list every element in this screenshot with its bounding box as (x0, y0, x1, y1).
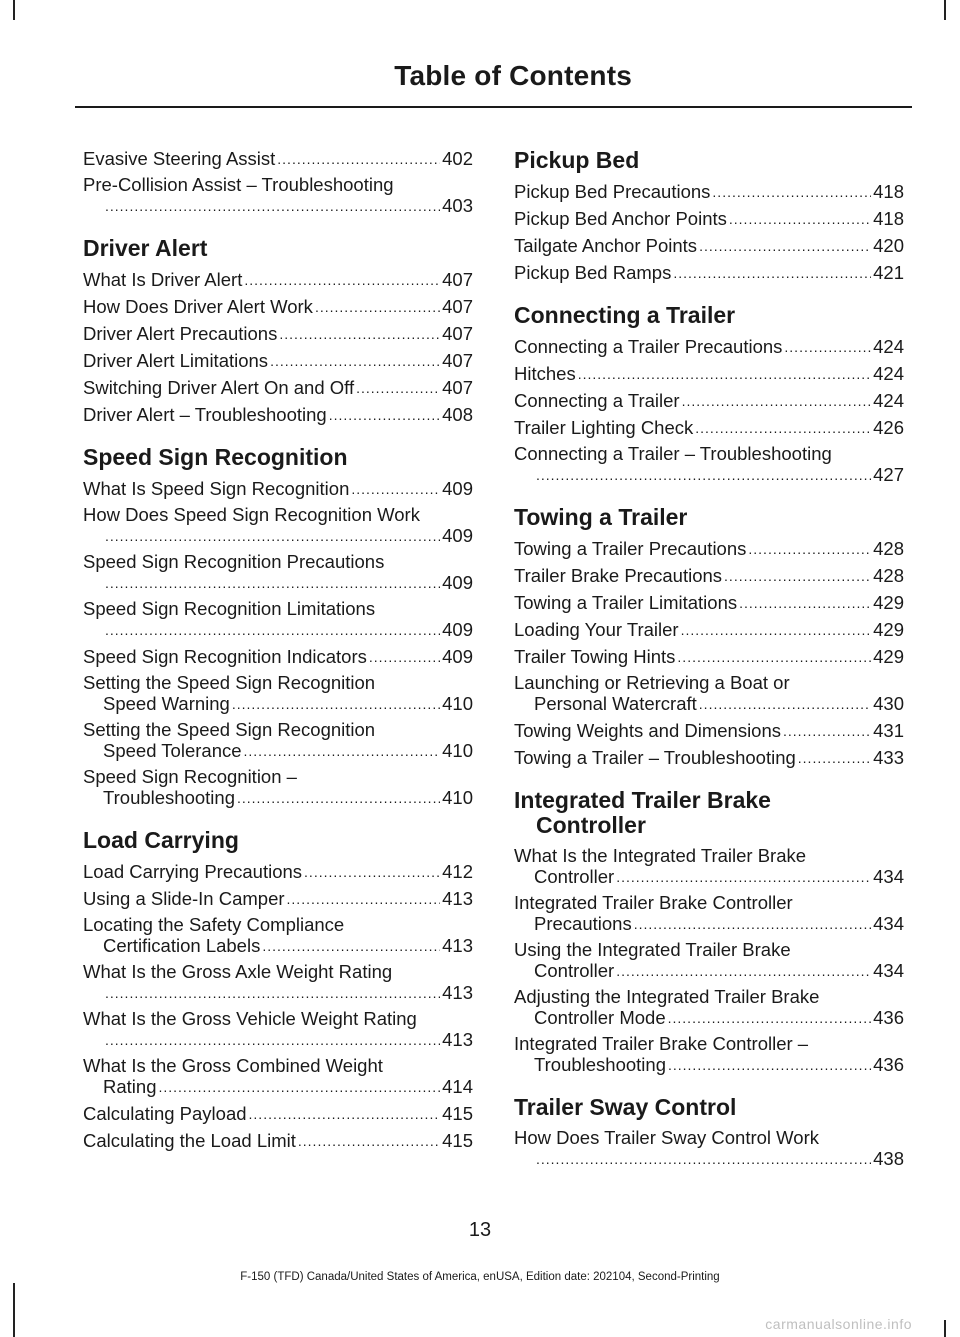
toc-page-number: 407 (442, 377, 473, 398)
toc-entry-title: Towing a Trailer Precautions (514, 538, 747, 559)
crop-mark-top-left (13, 0, 15, 20)
toc-entry-title-continued: Speed Warning (103, 693, 230, 714)
section-title: Speed Sign Recognition (83, 444, 348, 470)
dot-leader (699, 235, 871, 256)
toc-entry-title-continued: Controller (534, 866, 615, 887)
section-heading (514, 303, 904, 328)
dot-leader (695, 417, 871, 438)
toc-entry-title: Driver Alert – Troubleshooting (83, 404, 327, 425)
section-heading (83, 445, 473, 470)
toc-entry-title: What Is the Gross Vehicle Weight Rating (83, 1008, 417, 1029)
dot-leader (712, 181, 871, 202)
toc-entry-title: Pickup Bed Precautions (514, 181, 711, 202)
toc-entry-title: Driver Alert Limitations (83, 350, 269, 371)
toc-entry-title-continued: Troubleshooting (534, 1054, 666, 1075)
toc-page-number: 426 (873, 417, 904, 438)
toc-entry[interactable] (514, 235, 904, 256)
dot-leader (105, 1029, 440, 1050)
toc-page-number: 424 (873, 336, 904, 357)
dot-leader (232, 693, 440, 714)
toc-entry-title: Calculating Payload (83, 1103, 247, 1124)
toc-entry-title: Speed Sign Recognition – (83, 766, 297, 787)
toc-page-number: 431 (873, 720, 904, 741)
section-title: Driver Alert (83, 235, 208, 261)
toc-entry-title: Launching or Retrieving a Boat or (514, 672, 790, 693)
toc-page-number: 412 (442, 861, 473, 882)
toc-page-number: 420 (873, 235, 904, 256)
toc-entry[interactable] (514, 846, 904, 887)
toc-page-number: 409 (442, 478, 473, 499)
toc-entry[interactable] (83, 1103, 473, 1124)
section-title: Pickup Bed (514, 147, 640, 173)
toc-entry-title: Trailer Towing Hints (514, 646, 676, 667)
toc-entry[interactable] (83, 1056, 473, 1097)
toc-right-column (514, 148, 904, 1175)
toc-page-number: 415 (442, 1130, 473, 1151)
dot-leader (356, 377, 440, 398)
page-number: 13 (468, 1219, 492, 1241)
edition-info: F-150 (TFD) Canada/United States of America, enUSA, Edition date: 202104, Second-Printing (240, 1271, 720, 1283)
section-heading (514, 505, 904, 530)
toc-entry-title: What Is the Integrated Trailer Brake (514, 845, 807, 866)
toc-page-number: 413 (442, 1029, 473, 1050)
dot-leader (329, 404, 440, 425)
toc-entry-title: Speed Sign Recognition Limitations (83, 598, 376, 619)
header-divider (75, 106, 912, 108)
dot-leader (105, 982, 440, 1003)
toc-entry-title: Trailer Brake Precautions (514, 565, 723, 586)
toc-entry-title: Connecting a Trailer – Troubleshooting (514, 443, 832, 464)
toc-entry-title-continued: Certification Labels (103, 935, 261, 956)
toc-entry[interactable] (514, 363, 904, 384)
section-heading (83, 828, 473, 853)
toc-page-number: 410 (442, 693, 473, 714)
toc-entry[interactable] (83, 296, 473, 317)
toc-left-column (83, 148, 473, 1157)
toc-entry[interactable] (514, 747, 904, 768)
toc-page-number: 409 (442, 646, 473, 667)
toc-entry[interactable] (83, 404, 473, 425)
dot-leader (677, 646, 871, 667)
toc-entry[interactable] (83, 505, 473, 546)
toc-entry[interactable] (83, 888, 473, 909)
watermark: carmanualsonline.info (765, 1316, 912, 1332)
toc-entry[interactable] (83, 915, 473, 956)
section-heading (83, 236, 473, 261)
toc-entry-title: Towing a Trailer – Troubleshooting (514, 747, 796, 768)
dot-leader (699, 693, 871, 714)
toc-page-number: 407 (442, 350, 473, 371)
toc-page-number: 418 (873, 208, 904, 229)
section-title: Trailer Sway Control (514, 1094, 737, 1120)
toc-page-number: 418 (873, 181, 904, 202)
section-title: Connecting a Trailer (514, 302, 736, 328)
toc-entry[interactable] (514, 893, 904, 934)
toc-page-number: 409 (442, 525, 473, 546)
crop-mark-bottom-left (13, 1283, 15, 1337)
toc-page-number: 424 (873, 363, 904, 384)
toc-entry-title: Trailer Lighting Check (514, 417, 694, 438)
crop-mark-bottom-right (944, 1320, 946, 1337)
toc-entry-title: Towing a Trailer Limitations (514, 592, 738, 613)
toc-entry-title: Hitches (514, 363, 576, 384)
dot-leader (616, 866, 871, 887)
dot-leader (287, 888, 441, 909)
dot-leader (105, 619, 440, 640)
toc-page-number: 427 (873, 464, 904, 485)
toc-entry-title: Calculating the Load Limit (83, 1130, 296, 1151)
toc-entry[interactable] (83, 646, 473, 667)
toc-entry[interactable] (83, 1009, 473, 1050)
toc-entry-title-continued: Personal Watercraft (534, 693, 697, 714)
toc-entry-title-continued: Speed Tolerance (103, 740, 242, 761)
dot-leader (578, 363, 871, 384)
toc-page-number: 434 (873, 960, 904, 981)
toc-entry[interactable] (83, 767, 473, 808)
toc-entry-title-continued: Controller (534, 960, 615, 981)
dot-leader (668, 1054, 871, 1075)
toc-entry-title: Towing Weights and Dimensions (514, 720, 782, 741)
section-title: Load Carrying (83, 827, 239, 853)
toc-page-number: 430 (873, 693, 904, 714)
dot-leader (304, 861, 440, 882)
toc-page-number: 410 (442, 787, 473, 808)
toc-entry[interactable] (83, 323, 473, 344)
dot-leader (783, 720, 871, 741)
toc-page-number: 413 (442, 888, 473, 909)
toc-entry-title: Pre-Collision Assist – Troubleshooting (83, 174, 394, 195)
toc-entry[interactable] (514, 208, 904, 229)
dot-leader (536, 1148, 871, 1169)
toc-entry-title: Pickup Bed Ramps (514, 262, 672, 283)
dot-leader (158, 1076, 440, 1097)
toc-entry-title: Locating the Safety Compliance (83, 914, 345, 935)
toc-entry[interactable] (514, 720, 904, 741)
dot-leader (298, 1130, 440, 1151)
toc-page-number: 414 (442, 1076, 473, 1097)
toc-entry-title: Adjusting the Integrated Trailer Brake (514, 986, 820, 1007)
toc-page-number: 403 (442, 195, 473, 216)
toc-entry-title-continued: Troubleshooting (103, 787, 235, 808)
toc-entry-title: Using a Slide-In Camper (83, 888, 285, 909)
toc-entry[interactable] (514, 673, 904, 714)
section-heading (514, 1095, 904, 1120)
dot-leader (616, 960, 871, 981)
dot-leader (105, 572, 440, 593)
toc-entry[interactable] (83, 552, 473, 593)
toc-entry-title-continued: Controller Mode (534, 1007, 666, 1028)
dot-leader (277, 148, 440, 169)
toc-entry-title: What Is the Gross Combined Weight (83, 1055, 383, 1076)
dot-leader (729, 208, 871, 229)
toc-entry[interactable] (83, 478, 473, 499)
dot-leader (237, 787, 440, 808)
dot-leader (634, 913, 871, 934)
toc-entry-title-continued: Precautions (534, 913, 632, 934)
dot-leader (369, 646, 440, 667)
toc-entry[interactable] (83, 861, 473, 882)
toc-entry-title: Evasive Steering Assist (83, 148, 276, 169)
section-heading (514, 148, 904, 173)
toc-entry-title: Speed Sign Recognition Indicators (83, 646, 367, 667)
toc-entry-title: How Does Driver Alert Work (83, 296, 313, 317)
toc-page-number: 429 (873, 646, 904, 667)
toc-entry-title-continued: Rating (103, 1076, 157, 1097)
toc-entry-title: Integrated Trailer Brake Controller (514, 892, 793, 913)
toc-page-number: 407 (442, 323, 473, 344)
toc-entry[interactable] (514, 940, 904, 981)
toc-page-number: 402 (442, 148, 473, 169)
toc-entry[interactable] (514, 592, 904, 613)
toc-entry[interactable] (514, 417, 904, 438)
page-title: Table of Contents (394, 60, 632, 91)
dot-leader (673, 262, 871, 283)
toc-entry[interactable] (514, 987, 904, 1028)
toc-page-number: 407 (442, 269, 473, 290)
toc-page-number: 438 (873, 1148, 904, 1169)
toc-entry[interactable] (514, 336, 904, 357)
toc-entry[interactable] (83, 269, 473, 290)
toc-page-number: 434 (873, 866, 904, 887)
toc-entry[interactable] (83, 377, 473, 398)
toc-page-number: 410 (442, 740, 473, 761)
toc-entry[interactable] (83, 148, 473, 169)
toc-entry[interactable] (83, 720, 473, 761)
toc-page-number: 429 (873, 592, 904, 613)
toc-entry[interactable] (514, 262, 904, 283)
section-title: Towing a Trailer (514, 504, 688, 530)
toc-entry-title: Setting the Speed Sign Recognition (83, 719, 376, 740)
dot-leader (536, 464, 871, 485)
toc-entry-title: How Does Speed Sign Recognition Work (83, 504, 420, 525)
dot-leader (784, 336, 871, 357)
toc-entry[interactable] (83, 1130, 473, 1151)
dot-leader (739, 592, 871, 613)
toc-entry[interactable] (514, 538, 904, 559)
toc-entry-title: Setting the Speed Sign Recognition (83, 672, 376, 693)
toc-page-number: 421 (873, 262, 904, 283)
toc-entry[interactable] (514, 1128, 904, 1169)
dot-leader (682, 390, 872, 411)
toc-page-number: 433 (873, 747, 904, 768)
toc-page-number: 413 (442, 935, 473, 956)
dot-leader (681, 619, 872, 640)
toc-entry-title: Switching Driver Alert On and Off (83, 377, 355, 398)
toc-entry-title: Pickup Bed Anchor Points (514, 208, 727, 229)
toc-page-number: 434 (873, 913, 904, 934)
dot-leader (351, 478, 440, 499)
dot-leader (105, 195, 440, 216)
toc-entry-title: What Is the Gross Axle Weight Rating (83, 961, 393, 982)
section-title-continued: Controller (536, 812, 646, 838)
dot-leader (724, 565, 871, 586)
section-heading (514, 788, 904, 838)
toc-entry[interactable] (514, 646, 904, 667)
toc-page-number: 429 (873, 619, 904, 640)
dot-leader (270, 350, 440, 371)
toc-page-number: 408 (442, 404, 473, 425)
toc-entry-title: Connecting a Trailer Precautions (514, 336, 783, 357)
toc-entry-title: Connecting a Trailer (514, 390, 680, 411)
crop-mark-top-right (944, 0, 946, 20)
toc-page-number: 428 (873, 538, 904, 559)
dot-leader (748, 538, 871, 559)
toc-page-number: 409 (442, 619, 473, 640)
toc-entry[interactable] (83, 599, 473, 640)
dot-leader (249, 1103, 441, 1124)
toc-page-number: 436 (873, 1054, 904, 1075)
section-title: Integrated Trailer Brake (514, 787, 771, 813)
toc-entry-title: Speed Sign Recognition Precautions (83, 551, 385, 572)
dot-leader (244, 269, 440, 290)
toc-entry[interactable] (83, 962, 473, 1003)
dot-leader (668, 1007, 872, 1028)
toc-page-number: 415 (442, 1103, 473, 1124)
toc-entry[interactable] (514, 444, 904, 485)
toc-entry-title: What Is Driver Alert (83, 269, 243, 290)
toc-entry-title: Driver Alert Precautions (83, 323, 278, 344)
toc-entry-title: Loading Your Trailer (514, 619, 679, 640)
toc-entry-title: How Does Trailer Sway Control Work (514, 1127, 819, 1148)
toc-entry[interactable] (514, 1034, 904, 1075)
dot-leader (244, 740, 441, 761)
dot-leader (798, 747, 871, 768)
dot-leader (105, 525, 440, 546)
toc-entry-title: What Is Speed Sign Recognition (83, 478, 350, 499)
toc-page-number: 407 (442, 296, 473, 317)
toc-entry-title: Tailgate Anchor Points (514, 235, 698, 256)
toc-entry[interactable] (514, 390, 904, 411)
toc-entry-title: Using the Integrated Trailer Brake (514, 939, 791, 960)
toc-page-number: 424 (873, 390, 904, 411)
toc-entry[interactable] (83, 350, 473, 371)
toc-page-number: 428 (873, 565, 904, 586)
dot-leader (262, 935, 440, 956)
toc-entry[interactable] (514, 181, 904, 202)
dot-leader (279, 323, 440, 344)
toc-entry-title: Integrated Trailer Brake Controller – (514, 1033, 809, 1054)
toc-page-number: 409 (442, 572, 473, 593)
toc-page-number: 436 (873, 1007, 904, 1028)
toc-entry[interactable] (514, 565, 904, 586)
dot-leader (315, 296, 440, 317)
toc-entry[interactable] (83, 673, 473, 714)
toc-entry-title: Load Carrying Precautions (83, 861, 303, 882)
toc-entry[interactable] (83, 175, 473, 216)
toc-page-number: 413 (442, 982, 473, 1003)
toc-entry[interactable] (514, 619, 904, 640)
